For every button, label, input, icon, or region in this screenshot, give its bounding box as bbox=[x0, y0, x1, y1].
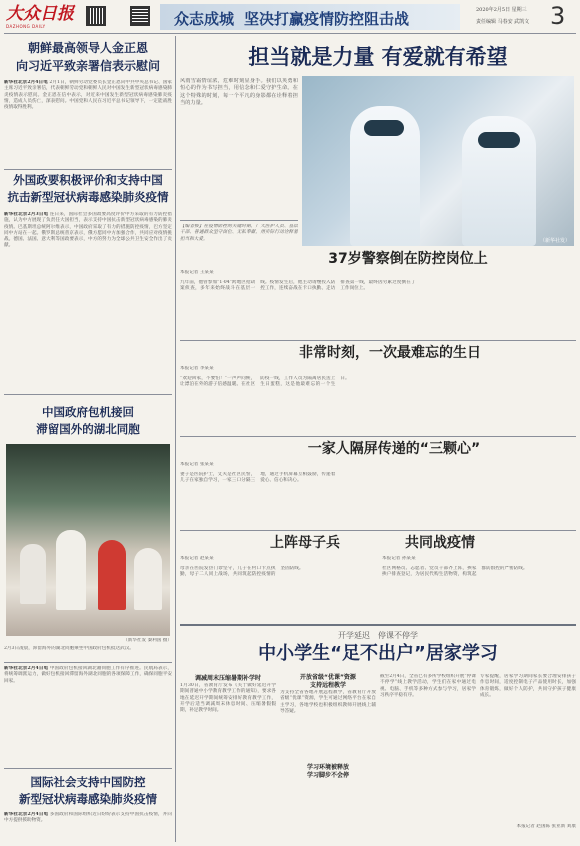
story-body: 九年前，他曾参加“1·04”跨地区抢劫案侦查，多年来始终战斗在基层一线。疫情发生后，他主动请缨投入防控工作，连续奋战在卡口执勤、走访排查第一线，最终因劳累过度倒在了工作岗位上。 bbox=[180, 280, 416, 292]
story-byline: 本报记者 张某某 bbox=[180, 462, 214, 467]
divider bbox=[4, 768, 172, 769]
banner-right: 坚决打赢疫情防控阻击战 bbox=[244, 10, 410, 28]
section-body: 为支持全省各地开展远程教学，省教育厅开放省级“优课”资源，学生可通过网络平台在家自主学习，各地学校也积极组织教师开展线上辅导答疑。 bbox=[280, 690, 376, 714]
school-col1 bbox=[180, 674, 276, 842]
logo-subtitle: DAZHONG DAILY bbox=[6, 24, 46, 29]
masthead-divider bbox=[4, 33, 576, 34]
school-col2 bbox=[280, 674, 376, 842]
qr-code-icon bbox=[130, 6, 150, 26]
article-body bbox=[4, 80, 172, 166]
divider bbox=[180, 340, 576, 341]
article-body bbox=[4, 812, 172, 840]
issue-date: 2020年2月5日 星期三 bbox=[476, 7, 527, 13]
story-body: “欢迎回家，不要怕！”一声声问候，让漂泊在外的游子倍感温暖。在社区防疫一线，工作人员为隔离居民送上生日蛋糕，这是他最难忘的一个生日。 bbox=[180, 376, 350, 388]
section-byline: 本报记者 赵国陈 张亚新 刘康 bbox=[516, 824, 576, 829]
photo-title: 滞留国外的湖北同胞 bbox=[36, 422, 140, 436]
photo-credit: （新华社发） bbox=[539, 238, 570, 244]
article-lead: 新华社北京2月3日电 bbox=[4, 212, 49, 217]
banner bbox=[160, 4, 460, 30]
school-col3: 截至2月4日，全省已有多所学校组织开展“停课不停学”线上教学活动，学生们在家中通过电视、电脑、手机等多种方式参与学习，居家学习秩序平稳有序。 bbox=[380, 674, 476, 698]
masthead bbox=[0, 0, 580, 38]
section-subhead: 调减周末压缩暑期补学时 bbox=[194, 675, 261, 682]
photo-credit: （新华社发 秦利国 摄） bbox=[123, 638, 172, 643]
article-text: 2月1日，朝鲜劳动党委员长金正恩向中共中央总书记、国家主席习近平致亲署信，代表朝鲜劳动党和朝鲜人民对中国发生新型冠状病毒感染肺炎疫情表示慰问。金正恩在信中表示，对近来中国发生新型冠状病毒感染肺炎疫情，造成人员伤亡，深表慰问。中国党和人民在习近平总书记领导下，一定能战胜疫情取得胜利。 bbox=[4, 80, 172, 111]
section-body: 1月30日，省教育厅发布《关于做好延迟开学期间普通中小学教育教学工作的通知》，要求各地在延迟开学期间统筹安排好教育教学工作，开学后适当调减周末休息时间、压缩暑假假期，补足教学时间。 bbox=[180, 683, 276, 714]
newspaper-logo bbox=[6, 4, 82, 30]
section-body: 专家提醒，居家学习期间家长要合理安排孩子作息时间，适度控制电子产品使用时长，加强体育锻炼，做好个人防护，共同守护孩子健康成长。 bbox=[480, 674, 576, 698]
story-headline: 一家人隔屏传递的“三颗心” bbox=[307, 441, 481, 457]
photo-figure bbox=[134, 548, 162, 610]
divider bbox=[4, 662, 172, 663]
article-headline: 朝鲜最高领导人金正恩 bbox=[27, 41, 148, 55]
article-body bbox=[4, 212, 172, 388]
divider bbox=[180, 624, 576, 626]
article-lead: 新华社北京2月4日电 bbox=[4, 666, 49, 671]
section-subhead: 开放省级“优课”资源 bbox=[300, 674, 356, 681]
story-byline: 本报记者 孙某某 bbox=[382, 556, 416, 561]
divider bbox=[180, 220, 298, 221]
qr-code-icon bbox=[86, 6, 106, 26]
photo-figure bbox=[478, 132, 520, 148]
article-headline: 新型冠状病毒感染肺炎疫情 bbox=[19, 792, 157, 806]
article-text: 多国政府和国际组织近日纷纷表示支持中国抗击疫情，并向中方提供援助物资。 bbox=[4, 812, 172, 824]
news-photo bbox=[6, 444, 170, 636]
article-lead: 新华社北京2月4日电 bbox=[4, 812, 49, 817]
photo-figure bbox=[364, 120, 404, 136]
article-headline: 外国政要积极评价和支持中国 bbox=[13, 173, 163, 187]
divider bbox=[4, 394, 172, 395]
article-headline: 抗击新型冠状病毒感染肺炎疫情 bbox=[7, 190, 169, 204]
article-text: 中国政府包机接回湖北籍同胞工作有序推进。民航局表示，将统筹调派运力，做好包机接回滞留海外湖北同胞的各项保障工作，确保同胞平安回家。 bbox=[4, 666, 172, 684]
banner-left: 众志成城 bbox=[174, 10, 235, 28]
editor-note: 【编者按】在疫情防控的关键时期，广大医护人员、基层干部、普通群众坚守岗位、无私奉献，用实际行动诠释着担当和大爱。 bbox=[180, 224, 298, 242]
divider bbox=[4, 169, 172, 170]
main-intro: 风雨雪霜情谊浓，危难时刻显身手。我们以英勇和恒心的作为书写担当，用信念和仁爱守护生命。在这个特殊的时刻，每一个平凡的身影都在诠释着担当的力量。 bbox=[180, 78, 298, 107]
article-text: 连日来，国际社会多国政要高度评价中方采取的有力防控措施，认为中方展现了负责任大国担当，表示支持中国抗击新型冠状病毒感染的肺炎疫情。巴基斯坦总统阿尔维表示，中国政府采取了有力的措施防控疫情，巴方坚定同中方站在一起。俄罗斯总统普京表示，俄方愿同中方加强合作，共同应对疫情挑战。德国、法国、意大利等国政要表示，中方的努力为全球公共卫生安全作出了贡献。 bbox=[4, 212, 172, 249]
page-editors: 责任编辑 马春安 武凯文 bbox=[476, 19, 530, 25]
photo-caption: 2月3日凌晨，滞留海外的湖北同胞乘坐中国政府包机抵达武汉。 bbox=[4, 646, 134, 651]
story-body: 妻子是医院护士，丈夫是社区民警，儿子在家独自学习，一家三口分隔三地，通过手机屏幕互相鼓励，传递着爱心、信心和决心。 bbox=[180, 472, 336, 484]
photo-figure bbox=[56, 530, 86, 610]
section-subhead: 学习环境被释放 bbox=[306, 764, 349, 771]
school-kicker: 开学延迟 停课不停学 bbox=[338, 631, 418, 640]
story-body: 社区网格员、志愿者、党员干部齐上阵，挨家挨户排查登记，为居民代购生活物资，构筑起群防群控的严密防线。 bbox=[382, 566, 528, 578]
article-headline: 国际社会支持中国防控 bbox=[30, 775, 146, 789]
divider bbox=[180, 530, 576, 531]
story-headline: 37岁警察倒在防控岗位上 bbox=[328, 251, 488, 267]
school-headline: 中小学生“足不出户”居家学习 bbox=[258, 643, 498, 664]
story-headline: 共同战疫情 bbox=[405, 535, 475, 551]
story-headline: 非常时刻，一次最难忘的生日 bbox=[299, 345, 481, 361]
main-headline: 担当就是力量 有爱就有希望 bbox=[248, 45, 508, 69]
section-subhead: 学习脚步不会停 bbox=[306, 772, 349, 779]
school-col4 bbox=[480, 674, 576, 842]
story-body: 母亲在医院发热门诊坚守，儿子在村口卡点执勤，母子二人同上战场，共同筑起防控疫情的坚固防线。 bbox=[180, 566, 304, 578]
divider bbox=[180, 436, 576, 437]
left-column bbox=[4, 36, 172, 842]
column-divider bbox=[175, 36, 176, 842]
photo-figure bbox=[98, 540, 126, 610]
section-subhead: 支持远程教学 bbox=[309, 682, 346, 689]
story-byline: 本报记者 赵某某 bbox=[180, 556, 214, 561]
page-number: 3 bbox=[550, 2, 566, 30]
photo-title: 中国政府包机接回 bbox=[42, 405, 134, 419]
article-body bbox=[4, 666, 172, 764]
story-headline: 上阵母子兵 bbox=[270, 535, 340, 551]
main-photo bbox=[302, 76, 574, 246]
photo-figure bbox=[20, 544, 46, 604]
article-lead: 新华社北京2月4日电 bbox=[4, 80, 48, 85]
logo-text: 大众日报 bbox=[6, 4, 74, 24]
story-byline: 本报记者 王某某 bbox=[180, 270, 214, 275]
story-byline: 本报记者 李某某 bbox=[180, 366, 214, 371]
article-headline: 向习近平致亲署信表示慰问 bbox=[15, 59, 160, 73]
